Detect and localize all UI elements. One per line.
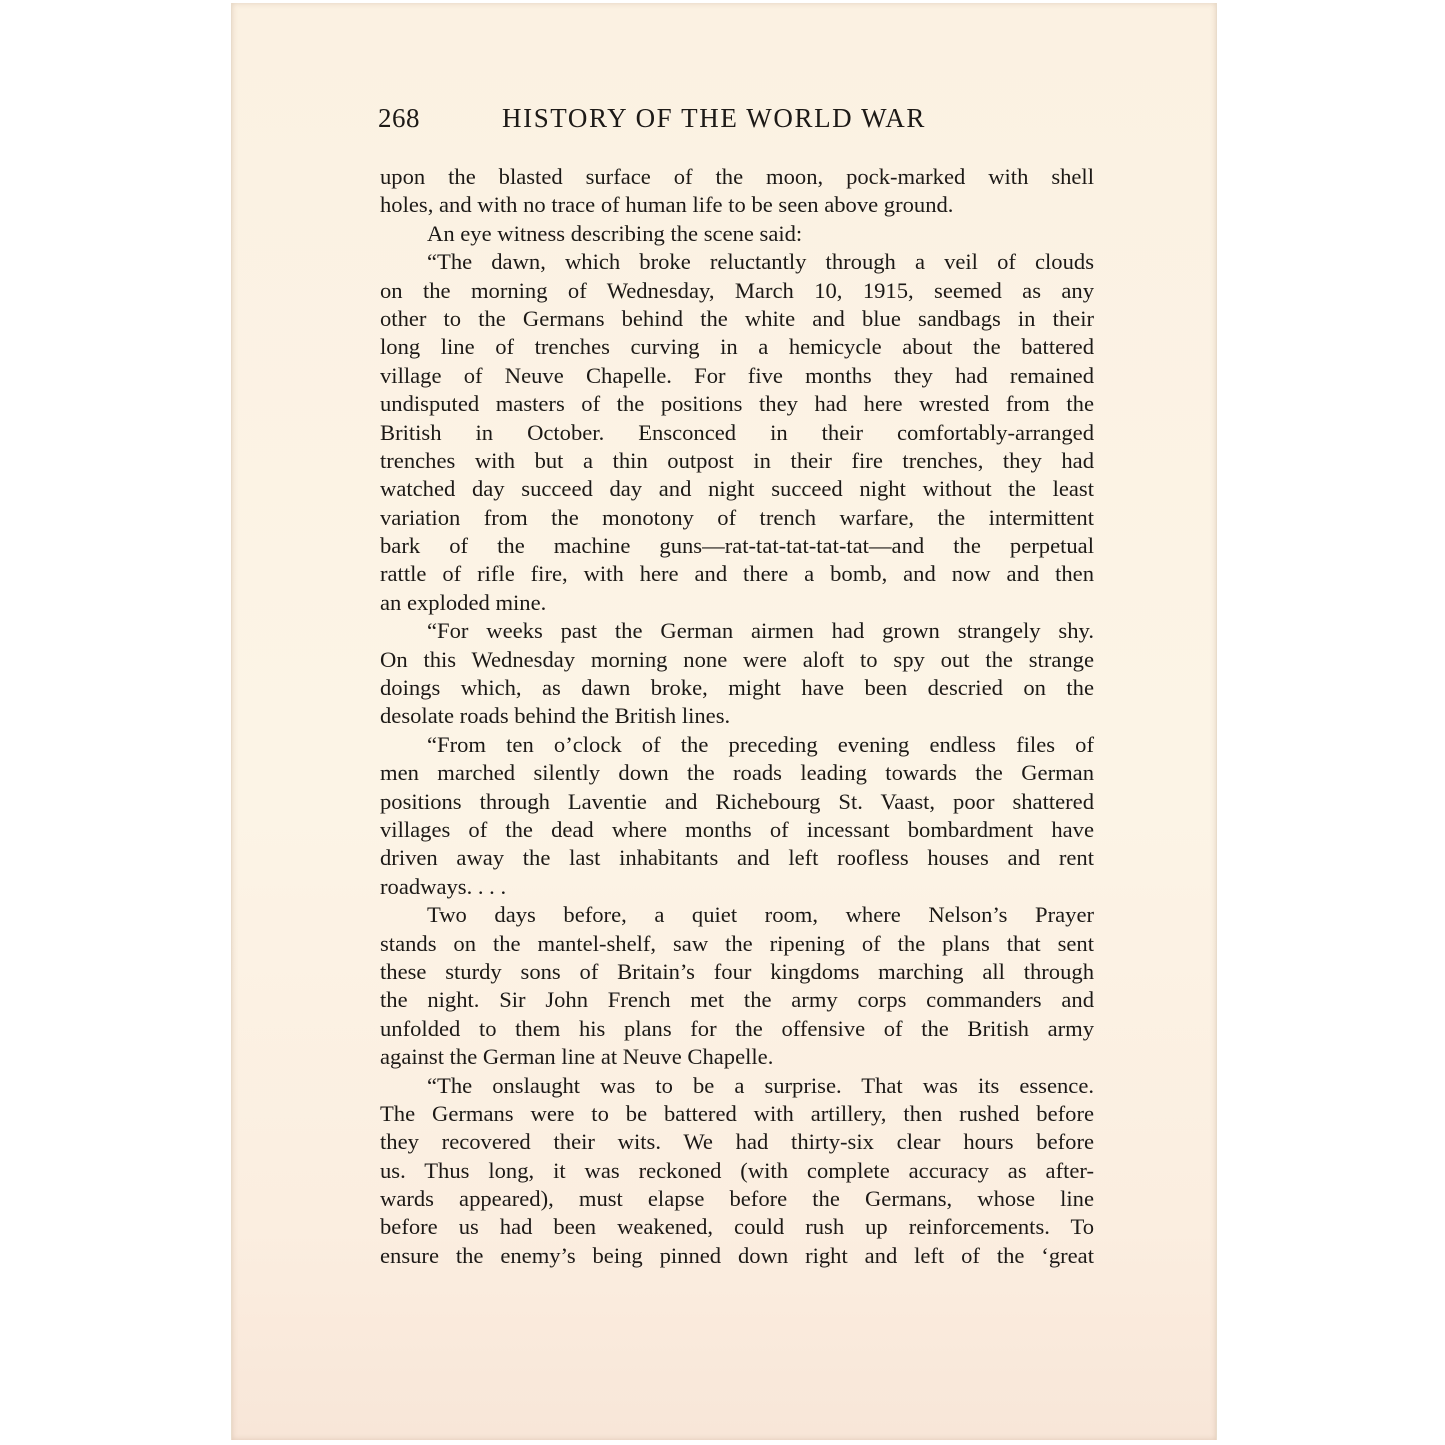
text-line: unfolded to them his plans for the offensive of the British army xyxy=(380,1015,1094,1041)
text-line: villages of the dead where months of incessant bombardment have xyxy=(380,816,1094,842)
text-line: “The dawn, which broke reluctantly through a veil of clouds xyxy=(427,249,1094,275)
text-line: an exploded mine. xyxy=(380,589,547,615)
text-line: variation from the monotony of trench warfare, the intermittent xyxy=(380,504,1094,530)
running-title: HISTORY OF THE WORLD WAR xyxy=(502,103,926,133)
text-line: other to the Germans behind the white and blue sandbags in their xyxy=(380,305,1094,331)
text-line: Two days before, a quiet room, where Nelson’s Prayer xyxy=(427,902,1094,928)
text-line: On this Wednesday morning none were aloft to spy out the strange xyxy=(380,646,1094,672)
book-page xyxy=(231,3,1217,1440)
text-line: holes, and with no trace of human life to be seen above ground. xyxy=(380,192,954,218)
body-text xyxy=(380,163,1094,1270)
text-line: village of Neuve Chapelle. For five months they had remained xyxy=(380,362,1094,388)
text-line: men marched silently down the roads leading towards the German xyxy=(380,760,1094,786)
text-line: The Germans were to be battered with artillery, then rushed before xyxy=(380,1100,1094,1126)
text-line: these sturdy sons of Britain’s four kingdoms marching all through xyxy=(380,958,1094,984)
text-line: against the German line at Neuve Chapelle. xyxy=(380,1044,774,1070)
text-line: British in October. Ensconced in their comfortably-arranged xyxy=(380,419,1094,445)
text-line: undisputed masters of the positions they had here wrested from the xyxy=(380,391,1094,417)
text-line: bark of the machine guns—rat-tat-tat-tat-tat—and the perpetual xyxy=(380,533,1094,559)
text-line: they recovered their wits. We had thirty-six clear hours before xyxy=(380,1129,1094,1155)
text-line: desolate roads behind the British lines. xyxy=(380,703,731,729)
text-line: rattle of rifle fire, with here and there a bomb, and now and then xyxy=(380,561,1094,587)
text-line: “The onslaught was to be a surprise. That was its essence. xyxy=(427,1072,1094,1098)
page-number: 268 xyxy=(378,103,420,133)
text-line: on the morning of Wednesday, March 10, 1915, seemed as any xyxy=(380,277,1094,303)
text-line: An eye witness describing the scene said: xyxy=(427,220,803,246)
text-line: upon the blasted surface of the moon, pock-marked with shell xyxy=(380,164,1094,189)
text-line: trenches with but a thin outpost in their fire trenches, they had xyxy=(380,447,1094,473)
text-line: the night. Sir John French met the army corps commanders and xyxy=(380,987,1094,1013)
text-line: ensure the enemy’s being pinned down right and left of the ‘great xyxy=(380,1242,1094,1268)
page-header xyxy=(378,103,1092,139)
text-line: positions through Laventie and Richebourg St. Vaast, poor shattered xyxy=(380,788,1094,814)
text-line: roadways. . . . xyxy=(380,873,507,899)
text-line: “From ten o’clock of the preceding evening endless files of xyxy=(427,731,1094,757)
text-line: “For weeks past the German airmen had grown strangely shy. xyxy=(427,618,1094,644)
text-line: watched day succeed day and night succeed night without the least xyxy=(380,476,1094,502)
text-line: wards appeared), must elapse before the Germans, whose line xyxy=(380,1186,1094,1212)
text-line: long line of trenches curving in a hemicycle about the battered xyxy=(380,334,1094,360)
text-line: before us had been weakened, could rush up reinforcements. To xyxy=(380,1214,1094,1240)
text-line: us. Thus long, it was reckoned (with complete accuracy as after- xyxy=(380,1157,1094,1183)
text-line: doings which, as dawn broke, might have been descried on the xyxy=(380,675,1094,701)
text-line: stands on the mantel-shelf, saw the ripening of the plans that sent xyxy=(380,930,1094,956)
text-line: driven away the last inhabitants and left roofless houses and rent xyxy=(380,845,1094,871)
